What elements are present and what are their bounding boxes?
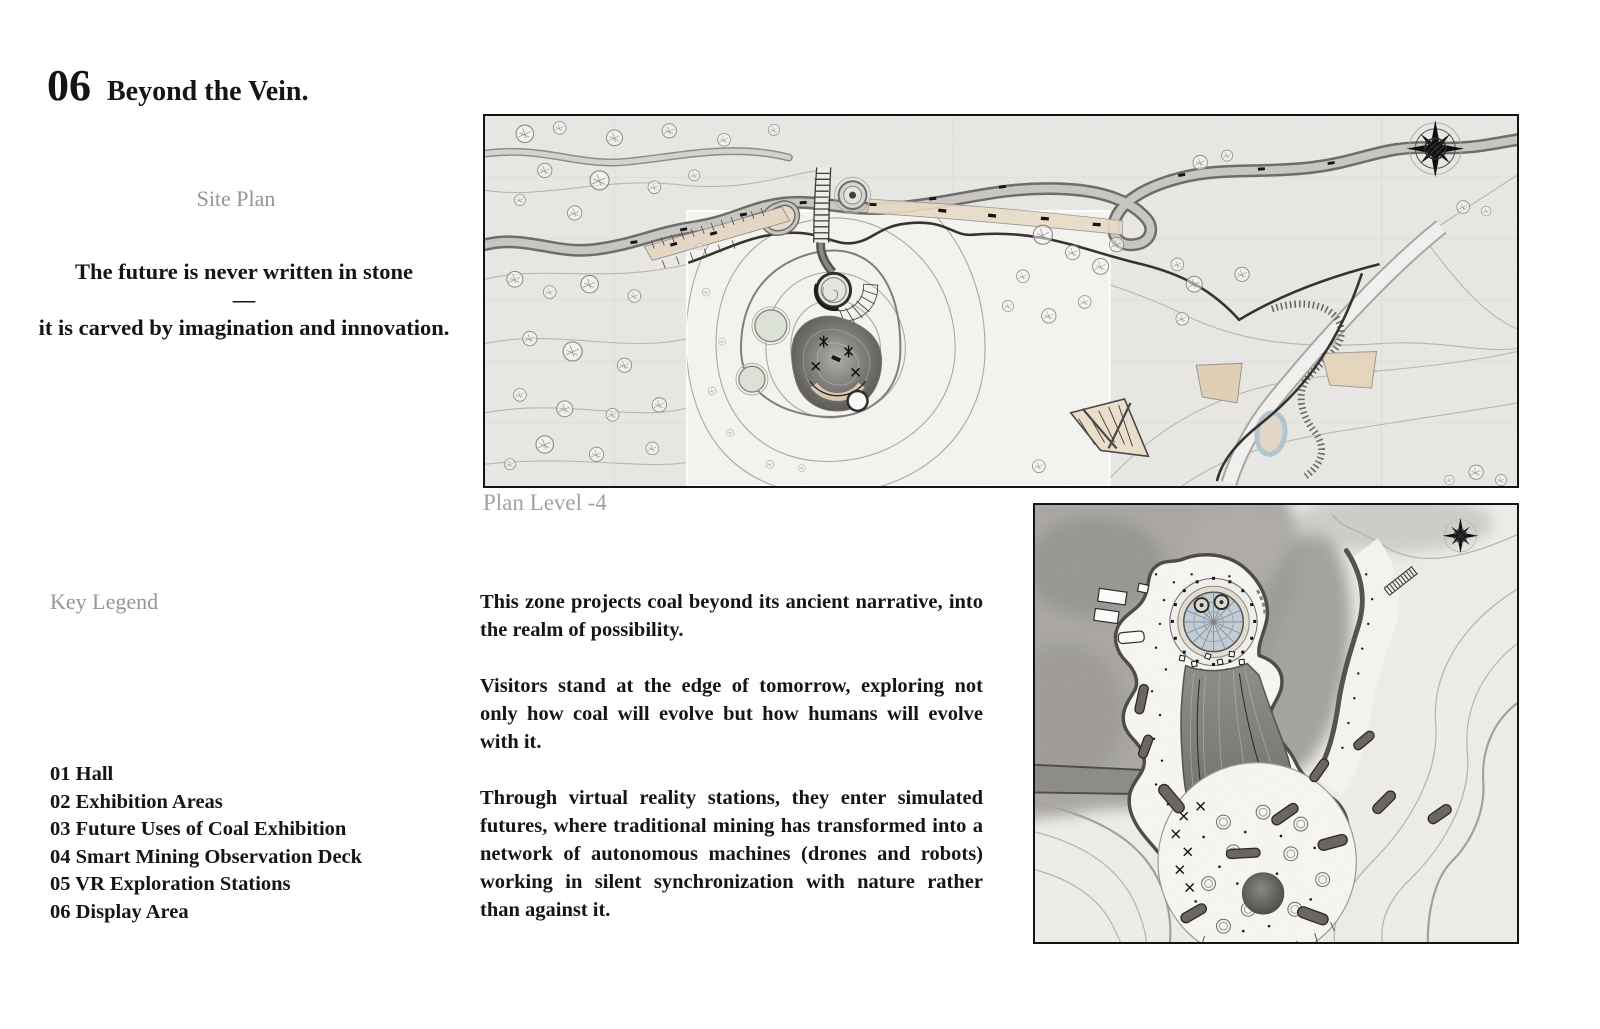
description-paragraph: This zone projects coal beyond its ancient narrative, into the realm of possibility.	[480, 591, 983, 641]
key-legend-label: Key Legend	[50, 589, 159, 614]
description-text	[480, 588, 983, 924]
quote-dash: —	[232, 287, 256, 312]
legend-item: 05 VR Exploration Stations	[50, 873, 291, 895]
level-plan-drawing	[1033, 503, 1519, 944]
section-number: 06	[47, 61, 91, 110]
legend-item: 01 Hall	[50, 763, 114, 785]
quote-line-2: it is carved by imagination and innovation.	[38, 315, 450, 340]
description-paragraph: Through virtual reality stations, they enter simulated futures, where traditional mining has transformed into a network of autonomous machines (drones and robots) working in silent synchronization with nature rather than against it.	[480, 787, 983, 921]
legend-item: 04 Smart Mining Observation Deck	[50, 845, 363, 868]
level-plan-image	[1035, 505, 1517, 942]
description-paragraph: Visitors stand at the edge of tomorrow, exploring not only how coal will evolve but how humans will evolve with it.	[480, 675, 983, 753]
site-plan-label: Site Plan	[196, 186, 276, 211]
quote-block	[28, 258, 460, 342]
section-title: Beyond the Vein.	[107, 76, 309, 107]
key-legend-list	[50, 761, 470, 926]
legend-item: 02 Exhibition Areas	[50, 790, 223, 813]
legend-item: 06 Display Area	[50, 900, 189, 923]
legend-item: 03 Future Uses of Coal Exhibition	[50, 818, 347, 840]
site-plan-caption: Plan Level -4	[483, 490, 607, 515]
site-plan-drawing	[483, 114, 1519, 488]
quote-line-1: The future is never written in stone	[75, 259, 413, 284]
page-title	[47, 61, 309, 110]
site-plan-image	[485, 116, 1517, 486]
